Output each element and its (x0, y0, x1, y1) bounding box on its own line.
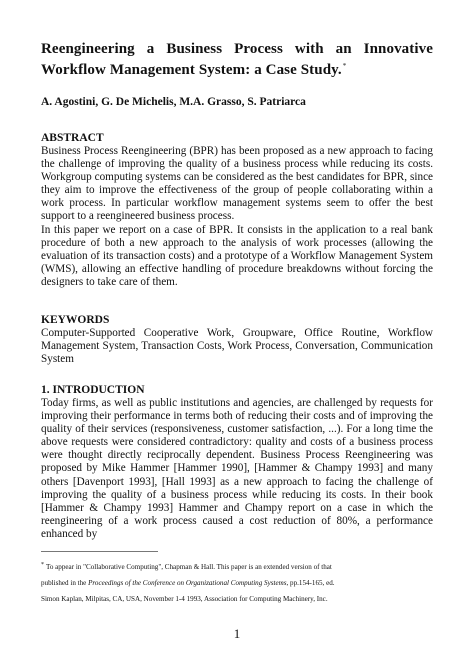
footnote-text: , pp.154-165, ed. (286, 579, 335, 587)
abstract-paragraph: Business Process Reengineering (BPR) has been proposed as a new approach to facing the challenge of improving the quality of a business process while reducing its costs. Workgroup computing systems can be considered as the best candidates for BPR, since they aim to improve the effectiveness of the group of people collaborating within a work process. In particular workflow management systems seem to offer the best support to a reengineered business process. (41, 145, 433, 223)
keywords-heading: KEYWORDS (41, 314, 110, 326)
introduction-heading: 1. INTRODUCTION (41, 384, 145, 396)
footnote-text: published in the (41, 579, 89, 587)
introduction-body: Today firms, as well as public institutions and agencies, are challenged by requests for improving their performance in terms both of reducing their costs and of improving the quality of their services (responsiveness, customer satisfaction, ...). For a long time the above requests were considered contradictory: quality and costs of a business process were thought directly reciprocally dependent. Business Process Reengineering was proposed by Mike Hammer [Hammer 1990], [Hammer & Champy 1993] and many others [Davenport 1993], [Hall 1993] as a new approach to facing the challenge of improving the quality of a business process while reducing its costs. In their book [Hammer & Champy 1993] Hammer and Champy report on a case in which the reengineering of a work process caused a cost reduction of 80%, a performance enhanced by (41, 397, 433, 540)
abstract-paragraph: In this paper we report on a case of BPR. It consists in the application to a real bank procedure of both a new approach to the analysis of work processes (allowing the evaluation of its transaction costs) and a prototype of a Workflow Management System (WMS), allowing an effective handling of procedure breakdowns without forcing the designers to take care of them. (41, 223, 433, 288)
paper-title (41, 41, 433, 78)
title-footnote-mark: * (342, 61, 347, 70)
footnote-mark: * (41, 562, 44, 568)
page-number: 1 (233, 626, 241, 641)
footnote-text: To appear in "Collaborative Computing", Chapman & Hall. This paper is an extended version of that (46, 563, 332, 571)
footnote-line: Simon Kaplan, Milpitas, CA, USA, November 1-4 1993, Association for Computing Machinery, Inc. (41, 595, 328, 603)
footnote-line (41, 557, 433, 575)
footnote-proceedings-title: Proceedings of the Conference on Organizational Computing Systems (88, 579, 287, 587)
abstract-heading: ABSTRACT (41, 132, 104, 144)
paper-title-text: Reengineering a Business Process with an Innovative Workflow Management System: a Case Study. (41, 41, 433, 78)
footnote (41, 557, 433, 607)
paper-authors: A. Agostini, G. De Michelis, M.A. Grasso, S. Patriarca (41, 96, 306, 108)
abstract-body (41, 145, 433, 289)
footnote-line (41, 575, 433, 591)
footnote-divider (41, 551, 158, 552)
keywords-body: Computer-Supported Cooperative Work, Groupware, Office Routine, Workflow Management System, Transaction Costs, Work Process, Conversation, Communication System (41, 327, 433, 366)
